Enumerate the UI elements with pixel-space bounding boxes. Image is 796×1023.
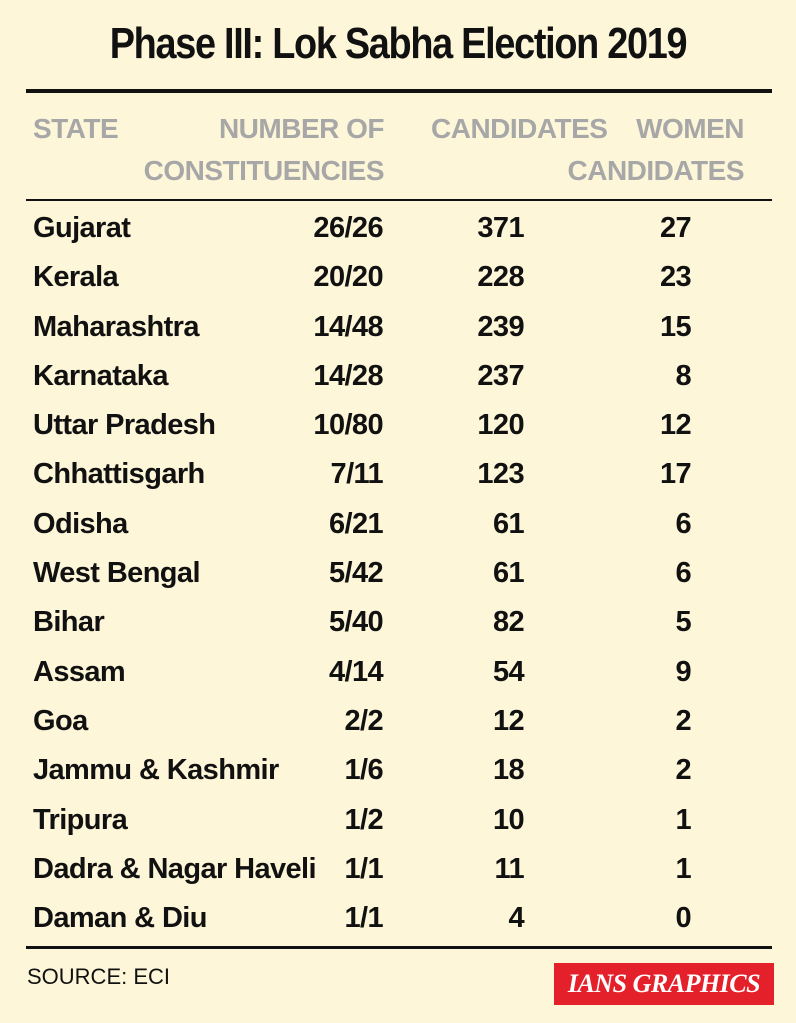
column-header-candidates-label: CANDIDATES — [431, 113, 608, 144]
table-row — [0, 796, 796, 845]
constituencies-cell: 6/21 — [328, 507, 383, 540]
women-candidates-cell: 27 — [659, 212, 691, 244]
constituencies-cell: 20/20 — [313, 261, 383, 294]
column-header-women-line2: CANDIDATES — [567, 155, 744, 186]
candidates-cell: 239 — [477, 310, 524, 343]
column-header-state — [33, 108, 118, 150]
constituencies-cell: 10/80 — [313, 409, 383, 442]
table-row — [0, 746, 796, 795]
state-cell: Assam — [33, 655, 126, 688]
state-cell: Daman & Diu — [33, 902, 207, 935]
column-header-constituencies-line2: CONSTITUENCIES — [143, 155, 384, 186]
constituencies-cell: 4/14 — [328, 655, 383, 688]
table-row — [0, 352, 796, 401]
women-candidates-cell: 1 — [675, 852, 691, 885]
women-candidates-cell: 5 — [675, 606, 691, 639]
constituencies-cell: 1/6 — [344, 754, 383, 787]
women-candidates-cell: 23 — [659, 261, 691, 294]
constituencies-cell: 1/1 — [344, 852, 383, 885]
candidates-cell: 4 — [508, 902, 524, 935]
column-header-constituencies-line1: NUMBER OF — [218, 113, 384, 144]
results-table — [0, 204, 796, 943]
women-candidates-cell: 2 — [675, 754, 691, 787]
candidates-cell: 82 — [492, 606, 524, 639]
table-row — [0, 401, 796, 450]
table-row — [0, 648, 796, 697]
constituencies-cell: 5/42 — [328, 557, 383, 590]
state-cell: Chhattisgarh — [33, 458, 205, 491]
candidates-cell: 61 — [492, 507, 524, 540]
state-cell: Maharashtra — [33, 310, 199, 343]
constituencies-cell: 1/2 — [344, 803, 383, 836]
table-row — [0, 697, 796, 746]
state-cell: Bihar — [33, 606, 105, 639]
constituencies-cell: 5/40 — [328, 606, 383, 639]
top-divider — [26, 89, 772, 93]
bottom-divider — [26, 946, 772, 949]
page-title: Phase III: Lok Sabha Election 2019 — [109, 19, 687, 68]
table-row — [0, 598, 796, 647]
candidates-cell: 12 — [492, 704, 524, 737]
women-candidates-cell: 0 — [675, 902, 691, 935]
women-candidates-cell: 6 — [675, 507, 691, 540]
state-cell: Karnataka — [33, 359, 168, 392]
state-cell: Jammu & Kashmir — [33, 754, 279, 787]
source-note: SOURCE: ECI — [27, 964, 171, 989]
constituencies-cell: 7/11 — [330, 458, 383, 491]
column-header-constituencies — [144, 108, 384, 192]
candidates-cell: 10 — [492, 803, 524, 836]
state-cell: Dadra & Nagar Haveli — [33, 852, 316, 885]
constituencies-cell: 2/2 — [344, 704, 383, 737]
table-row — [0, 253, 796, 302]
state-cell: Kerala — [33, 261, 119, 294]
women-candidates-cell: 2 — [675, 704, 691, 737]
women-candidates-cell: 17 — [659, 458, 691, 491]
women-candidates-cell: 1 — [675, 803, 691, 836]
candidates-cell: 54 — [492, 655, 524, 688]
table-row — [0, 303, 796, 352]
women-candidates-cell: 8 — [675, 359, 691, 392]
table-row — [0, 204, 796, 253]
table-row — [0, 450, 796, 499]
table-row — [0, 500, 796, 549]
header-divider — [26, 199, 772, 201]
women-candidates-cell: 12 — [659, 409, 691, 442]
candidates-cell: 18 — [492, 754, 524, 787]
credit-badge: IANS GRAPHICS — [554, 963, 774, 1005]
candidates-cell: 123 — [477, 458, 524, 491]
constituencies-cell: 26/26 — [313, 212, 383, 244]
women-candidates-cell: 9 — [675, 655, 691, 688]
column-header-women-line1: WOMEN — [636, 113, 744, 144]
constituencies-cell: 14/28 — [313, 359, 383, 392]
women-candidates-cell: 6 — [675, 557, 691, 590]
women-candidates-cell: 15 — [659, 310, 691, 343]
state-cell: Uttar Pradesh — [33, 409, 216, 442]
state-cell: Odisha — [33, 507, 128, 540]
state-cell: Tripura — [33, 803, 128, 836]
candidates-cell: 237 — [477, 359, 524, 392]
state-cell: Goa — [33, 704, 88, 737]
column-header-state-label: STATE — [33, 113, 119, 144]
table-row — [0, 845, 796, 894]
candidates-cell: 61 — [492, 557, 524, 590]
table-row — [0, 549, 796, 598]
state-cell: West Bengal — [33, 557, 200, 590]
state-cell: Gujarat — [33, 212, 131, 244]
table-row — [0, 894, 796, 943]
constituencies-cell: 1/1 — [344, 902, 383, 935]
candidates-cell: 11 — [494, 852, 524, 885]
candidates-cell: 120 — [477, 409, 524, 442]
column-header-women-candidates — [568, 108, 744, 192]
candidates-cell: 228 — [477, 261, 524, 294]
constituencies-cell: 14/48 — [313, 310, 383, 343]
candidates-cell: 371 — [477, 212, 524, 244]
